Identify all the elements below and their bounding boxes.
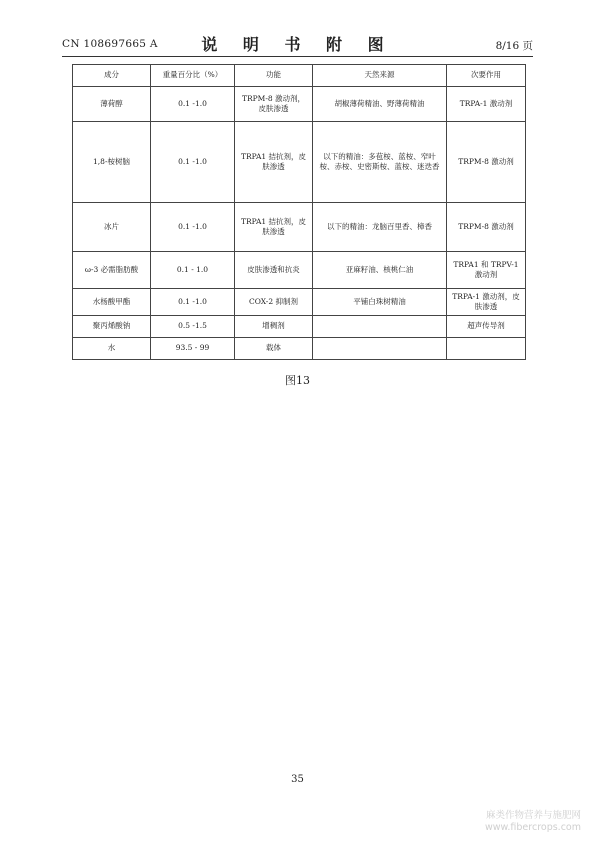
page-number: 35 <box>291 774 304 785</box>
source-cell <box>313 316 447 338</box>
document-title: 说 明 书 附 图 <box>201 35 394 54</box>
source-cell: 以下的精油：龙脑百里香、樟香 <box>313 203 447 252</box>
function-cell: TRPM-8 激动剂，皮肤渗透 <box>235 87 313 122</box>
weight-cell: 0.1 -1.0 <box>151 289 235 316</box>
ingredient-cell: 1,8-桉树脑 <box>73 122 151 203</box>
table-row <box>73 203 526 252</box>
watermark <box>485 810 581 835</box>
source-cell: 胡椒薄荷精油、野薄荷精油 <box>313 87 447 122</box>
function-cell: 载体 <box>235 338 313 360</box>
weight-cell: 93.5 - 99 <box>151 338 235 360</box>
secondary-cell: 超声传导剂 <box>447 316 526 338</box>
page-indicator: 8/16 页 <box>495 40 533 52</box>
secondary-cell: TRPA-1 激动剂，皮肤渗透 <box>447 289 526 316</box>
column-header: 成分 <box>73 65 151 87</box>
source-cell: 以下的精油：多苞桉、蓝桉、窄叶桉、赤桉、史密斯桉、蓝桉、迷迭香 <box>313 122 447 203</box>
source-cell: 平铺白珠树精油 <box>313 289 447 316</box>
secondary-cell: TRPM-8 激动剂 <box>447 203 526 252</box>
column-header: 天然来源 <box>313 65 447 87</box>
table-row <box>73 316 526 338</box>
table-row <box>73 87 526 122</box>
function-cell: 皮肤渗透和抗炎 <box>235 252 313 289</box>
ingredient-cell: 聚丙烯酸钠 <box>73 316 151 338</box>
page-header <box>62 32 533 54</box>
weight-cell: 0.5 -1.5 <box>151 316 235 338</box>
ingredient-cell: 薄荷醇 <box>73 87 151 122</box>
source-cell <box>313 338 447 360</box>
table-row <box>73 289 526 316</box>
table-row <box>73 252 526 289</box>
watermark-line1: 麻类作物营养与施肥网 <box>485 810 581 821</box>
function-cell: TRPA1 拮抗剂，皮肤渗透 <box>235 122 313 203</box>
secondary-cell: TRPA1 和 TRPV-1 激动剂 <box>447 252 526 289</box>
table-row <box>73 338 526 360</box>
publication-number: CN 108697665 A <box>62 38 158 50</box>
function-cell: 增稠剂 <box>235 316 313 338</box>
figure-label: 图13 <box>285 374 310 387</box>
ingredient-cell: 冰片 <box>73 203 151 252</box>
ingredient-cell: 水 <box>73 338 151 360</box>
header-rule <box>62 56 533 57</box>
watermark-line2: www.fibercrops.com <box>484 822 581 834</box>
function-cell: COX-2 抑制剂 <box>235 289 313 316</box>
ingredient-table <box>72 64 526 360</box>
secondary-cell <box>447 338 526 360</box>
ingredient-cell: 水杨酸甲酯 <box>73 289 151 316</box>
secondary-cell: TRPA-1 激动剂 <box>447 87 526 122</box>
table-header-row <box>73 65 526 87</box>
column-header: 重量百分比（%） <box>151 65 235 87</box>
source-cell: 亚麻籽油、核桃仁油 <box>313 252 447 289</box>
weight-cell: 0.1 -1.0 <box>151 87 235 122</box>
ingredient-cell: ω-3 必需脂肪酸 <box>73 252 151 289</box>
column-header: 次要作用 <box>447 65 526 87</box>
column-header: 功能 <box>235 65 313 87</box>
function-cell: TRPA1 拮抗剂，皮肤渗透 <box>235 203 313 252</box>
weight-cell: 0.1 -1.0 <box>151 203 235 252</box>
weight-cell: 0.1 -1.0 <box>151 122 235 203</box>
table-row <box>73 122 526 203</box>
weight-cell: 0.1 - 1.0 <box>151 252 235 289</box>
secondary-cell: TRPM-8 激动剂 <box>447 122 526 203</box>
